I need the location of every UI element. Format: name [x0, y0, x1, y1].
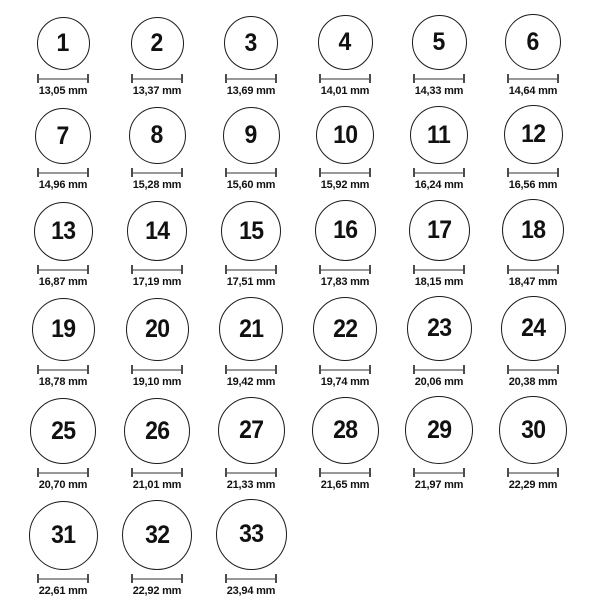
ring-size-cell — [16, 501, 110, 597]
ring-size-cell — [110, 17, 204, 97]
ring-circle — [122, 500, 192, 570]
diameter-ruler-icon — [131, 574, 183, 583]
ring-size-number: 15 — [238, 216, 264, 245]
ring-circle — [501, 296, 566, 361]
ring-circle — [126, 298, 189, 361]
diameter-label: 22,92 mm — [132, 585, 182, 597]
ring-circle — [409, 200, 470, 261]
ring-size-number: 32 — [144, 520, 170, 549]
diameter-label: 21,01 mm — [132, 479, 182, 491]
diameter-ruler-icon — [319, 265, 371, 274]
diameter-ruler-icon — [413, 265, 465, 274]
diameter-ruler-icon — [37, 468, 89, 477]
ring-size-cell — [16, 298, 110, 388]
ring-size-cell — [204, 499, 298, 597]
ring-size-cell — [204, 107, 298, 191]
ring-size-cell — [486, 296, 580, 388]
ring-size-number: 18 — [520, 215, 546, 244]
ring-circle — [29, 501, 98, 570]
ring-size-number: 24 — [520, 314, 546, 342]
ring-size-cell — [392, 15, 486, 97]
diameter-ruler-icon — [413, 468, 465, 477]
ring-circle — [412, 15, 467, 70]
ring-size-cell — [298, 397, 392, 491]
diameter-ruler-icon — [225, 168, 277, 177]
ring-circle — [37, 17, 90, 70]
diameter-ruler-icon — [507, 74, 559, 83]
diameter-ruler-icon — [225, 74, 277, 83]
diameter-ruler-icon — [131, 168, 183, 177]
chart-row — [16, 296, 600, 388]
ring-circle — [129, 107, 186, 164]
diameter-label: 15,92 mm — [320, 179, 370, 191]
diameter-ruler-icon — [413, 365, 465, 374]
ring-circle — [407, 296, 472, 361]
ring-size-cell — [204, 297, 298, 388]
diameter-label: 14,64 mm — [508, 85, 558, 97]
ring-size-cell — [486, 199, 580, 288]
ring-size-cell — [204, 201, 298, 288]
ring-size-number: 30 — [520, 415, 546, 444]
diameter-label: 19,74 mm — [320, 376, 370, 388]
ring-circle — [32, 298, 95, 361]
diameter-ruler-icon — [507, 468, 559, 477]
ring-size-cell — [486, 396, 580, 491]
ring-size-number: 31 — [50, 521, 76, 549]
diameter-label: 18,15 mm — [414, 276, 464, 288]
diameter-ruler-icon — [131, 468, 183, 477]
diameter-ruler-icon — [225, 265, 277, 274]
ring-size-cell — [486, 105, 580, 191]
diameter-label: 20,70 mm — [38, 479, 88, 491]
ring-circle — [502, 199, 564, 261]
diameter-label: 13,05 mm — [38, 85, 88, 97]
ring-size-number: 26 — [144, 416, 170, 445]
diameter-label: 16,56 mm — [508, 179, 558, 191]
diameter-ruler-icon — [507, 365, 559, 374]
ring-size-cell — [110, 201, 204, 288]
ring-circle — [405, 396, 473, 464]
ring-circle — [504, 105, 563, 164]
diameter-ruler-icon — [37, 265, 89, 274]
ring-circle — [127, 201, 187, 261]
ring-circle — [313, 297, 377, 361]
diameter-label: 19,42 mm — [226, 376, 276, 388]
ring-size-number: 25 — [50, 416, 76, 445]
ring-size-number: 7 — [56, 121, 70, 150]
ring-circle — [30, 398, 96, 464]
ring-size-cell — [392, 106, 486, 191]
ring-size-number: 28 — [332, 416, 358, 444]
diameter-ruler-icon — [319, 365, 371, 374]
ring-size-cell — [16, 202, 110, 288]
diameter-ruler-icon — [37, 74, 89, 83]
ring-circle — [218, 397, 285, 464]
ring-size-number: 12 — [520, 120, 546, 148]
ring-circle — [316, 106, 374, 164]
diameter-ruler-icon — [225, 468, 277, 477]
ring-circle — [505, 14, 561, 70]
diameter-label: 18,78 mm — [38, 376, 88, 388]
diameter-label: 21,33 mm — [226, 479, 276, 491]
diameter-label: 17,51 mm — [226, 276, 276, 288]
ring-size-cell — [298, 297, 392, 388]
diameter-ruler-icon — [507, 265, 559, 274]
ring-size-number: 1 — [56, 29, 70, 57]
diameter-label: 19,10 mm — [132, 376, 182, 388]
diameter-ruler-icon — [319, 168, 371, 177]
ring-size-cell — [298, 106, 392, 191]
diameter-ruler-icon — [507, 168, 559, 177]
diameter-label: 16,87 mm — [38, 276, 88, 288]
diameter-ruler-icon — [37, 365, 89, 374]
diameter-ruler-icon — [37, 574, 89, 583]
ring-size-number: 13 — [50, 217, 76, 245]
ring-circle — [312, 397, 379, 464]
chart-row — [16, 105, 600, 191]
diameter-label: 13,37 mm — [132, 85, 182, 97]
diameter-label: 15,28 mm — [132, 179, 182, 191]
ring-circle — [315, 200, 376, 261]
chart-row — [16, 14, 600, 97]
ring-size-cell — [110, 298, 204, 388]
ring-size-number: 6 — [526, 27, 540, 56]
diameter-ruler-icon — [225, 574, 277, 583]
ring-size-number: 20 — [144, 315, 170, 343]
diameter-ruler-icon — [131, 74, 183, 83]
ring-size-cell — [486, 14, 580, 97]
ring-size-number: 4 — [338, 28, 352, 56]
ring-size-number: 16 — [332, 216, 358, 244]
diameter-ruler-icon — [37, 168, 89, 177]
diameter-label: 17,19 mm — [132, 276, 182, 288]
diameter-ruler-icon — [131, 265, 183, 274]
ring-circle — [216, 499, 287, 570]
diameter-label: 20,38 mm — [508, 376, 558, 388]
ring-size-cell — [392, 296, 486, 388]
ring-circle — [124, 398, 190, 464]
ring-circle — [35, 108, 91, 164]
diameter-ruler-icon — [225, 365, 277, 374]
ring-size-cell — [204, 397, 298, 491]
diameter-label: 16,24 mm — [414, 179, 464, 191]
ring-size-number: 17 — [426, 216, 452, 244]
diameter-ruler-icon — [413, 74, 465, 83]
ring-size-number: 29 — [426, 415, 452, 444]
diameter-label: 22,29 mm — [508, 479, 558, 491]
ring-size-cell — [16, 17, 110, 97]
ring-size-number: 14 — [144, 216, 170, 245]
ring-size-cell — [392, 200, 486, 288]
ring-size-number: 3 — [244, 28, 258, 57]
diameter-label: 13,69 mm — [226, 85, 276, 97]
ring-circle — [410, 106, 468, 164]
ring-size-number: 5 — [432, 28, 446, 56]
ring-circle — [318, 15, 373, 70]
ring-size-number: 22 — [332, 314, 358, 343]
ring-circle — [223, 107, 280, 164]
ring-size-number: 10 — [332, 120, 358, 149]
diameter-ruler-icon — [413, 168, 465, 177]
ring-circle — [131, 17, 184, 70]
ring-size-number: 2 — [150, 29, 164, 57]
ring-circle — [219, 297, 283, 361]
ring-size-cell — [16, 108, 110, 191]
ring-size-cell — [204, 16, 298, 97]
diameter-ruler-icon — [319, 74, 371, 83]
ring-size-number: 23 — [426, 314, 452, 342]
ring-size-cell — [110, 398, 204, 491]
chart-row — [16, 199, 600, 288]
diameter-label: 20,06 mm — [414, 376, 464, 388]
diameter-label: 21,97 mm — [414, 479, 464, 491]
ring-circle — [499, 396, 567, 464]
diameter-ruler-icon — [319, 468, 371, 477]
diameter-label: 14,96 mm — [38, 179, 88, 191]
ring-size-cell — [392, 396, 486, 491]
ring-circle — [34, 202, 93, 261]
diameter-label: 21,65 mm — [320, 479, 370, 491]
diameter-label: 15,60 mm — [226, 179, 276, 191]
diameter-label: 23,94 mm — [226, 585, 276, 597]
diameter-label: 14,01 mm — [320, 85, 370, 97]
ring-size-cell — [110, 500, 204, 597]
diameter-label: 14,33 mm — [414, 85, 464, 97]
ring-size-number: 9 — [244, 121, 258, 149]
ring-size-number: 33 — [238, 520, 264, 548]
chart-row — [16, 396, 600, 491]
ring-size-number: 8 — [150, 121, 164, 149]
diameter-label: 22,61 mm — [38, 585, 88, 597]
ring-size-cell — [110, 107, 204, 191]
chart-row — [16, 499, 600, 597]
diameter-label: 17,83 mm — [320, 276, 370, 288]
ring-size-number: 21 — [238, 314, 264, 343]
diameter-label: 18,47 mm — [508, 276, 558, 288]
ring-circle — [221, 201, 281, 261]
ring-circle — [224, 16, 278, 70]
ring-size-number: 27 — [238, 416, 264, 444]
ring-size-number: 11 — [427, 120, 451, 149]
ring-size-cell — [298, 15, 392, 97]
ring-size-number: 19 — [50, 315, 76, 343]
diameter-ruler-icon — [131, 365, 183, 374]
ring-size-cell — [298, 200, 392, 288]
ring-size-cell — [16, 398, 110, 491]
